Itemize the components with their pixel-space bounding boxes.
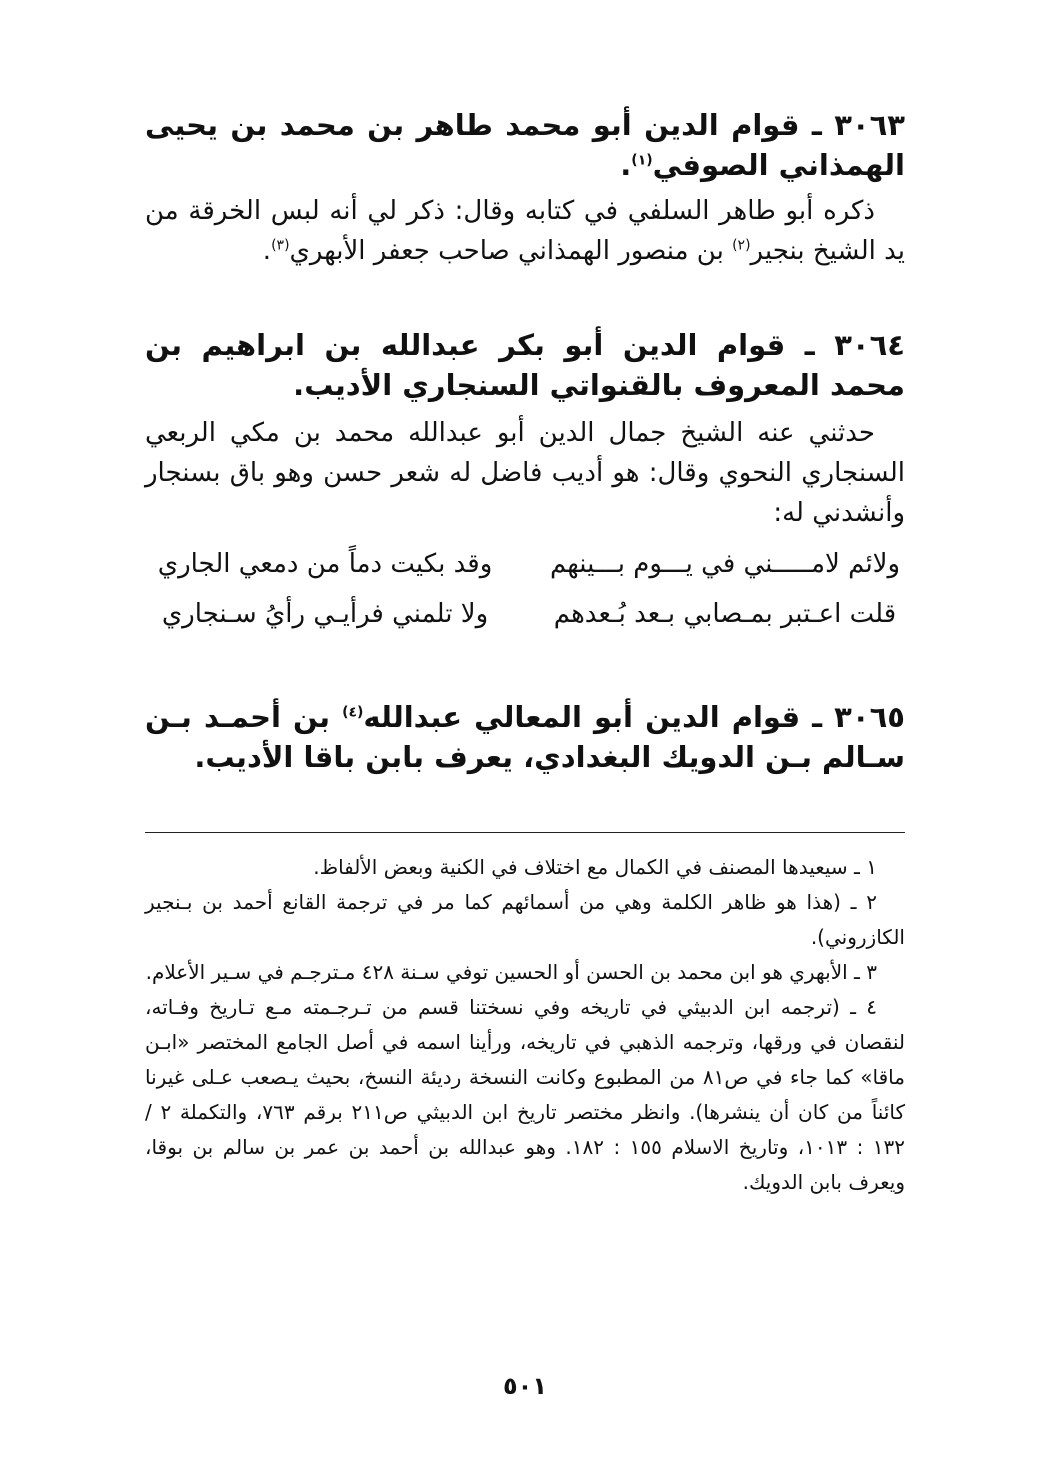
poem [145,539,905,639]
entry-number: ٣٠٦٣ [834,108,905,142]
footnote-ref: (٢) [732,237,751,254]
poem-verse-first-half: ولائم لامـــــني في يـــوم بـــينهم [549,549,901,579]
entry-title-continued: بن أحمـد بـن سـالم بـن الدويك البغدادي، يعرف بابن باقا الأديب. [145,700,905,774]
entry-heading [145,325,905,405]
dash: ـ [799,108,822,142]
footnote-ref: (١) [631,152,653,169]
entry-heading [145,697,905,777]
poem-verse-first-half: قلت اعـتبر بمـصابي بـعد بُـعدهم [553,599,897,629]
footnote-ref: (٤) [342,704,364,721]
footnote-2: ٢ ـ (هذا هو ظاهر الكلمة وهي من أسمائهم كما مر في ترجمة القانع أحمد بن بـنجير الكازروني). [145,890,905,949]
page-number: ٥٠١ [503,1372,547,1400]
entry-body [145,191,905,271]
poem-verse-second-half: وقد بكيت دماً من دمعي الجاري [157,549,493,579]
entry-number: ٣٠٦٤ [834,328,905,362]
entry-heading [145,105,905,185]
footnote-1: ١ ـ سيعيدها المصنف في الكمال مع اختلاف في الكنية وبعض الألفاظ. [313,855,877,879]
footnote-4: ٤ ـ (ترجمه ابن الدبيثي في تاريخه وفي نسختنا قسم من تـرجـمته مـع تـاريخ وفـاته، لنقصان في ورقها، وترجمه الذهبي في تاريخه، ورأينا اسمه في أصل الجامع المختصر «ابـن ماقا» كما جاء في ص٨١ من المطبوع وكانت النسخة رديئة النسخ، بحيث يـصعب عـلى غيرنا كائناً من كان أن ينشرها). وانظر مختصر تاريخ ابن الدبيثي ص٢١١ برقم ٧٦٣، والتكملة ٢ / ١٣٢ : ١٠١٣، وتاريخ الاسلام ١٥٥ : ١٨٢. وهو عبدالله بن أحمد بن عمر بن سالم بن بوقا، ويعرف بابن الدويك. [145,995,906,1194]
body-text: ذكره أبو طاهر السلفي في كتابه وقال: ذكر لي أنه لبس الخرقة من يد الشيخ بنجير [145,196,905,266]
dash: ـ [800,700,823,734]
entry-3063 [145,105,905,271]
entry-body: حدثني عنه الشيخ جمال الدين أبو عبدالله محمد بن مكي الربعي السنجاري النحوي وقال: هو أديب فاضل له شعر حسن وهو باق بسنجار وأنشدني له: [145,418,905,528]
footnote-3: ٣ ـ الأبهري هو ابن محمد بن الحسن أو الحسين توفي سـنة ٤٢٨ مـترجـم في سـير الأعلام. [145,960,877,984]
entry-title: قوام الدين أبو محمد طاهر بن محمد بن يحيى الهمذاني الصوفي [145,108,905,182]
entry-number: ٣٠٦٥ [834,700,905,734]
body-text: بن منصور الهمذاني صاحب جعفر الأبهري [289,236,733,266]
entry-title: قوام الدين أبو المعالي عبدالله [363,700,801,734]
entry-3064 [145,325,905,639]
footnote-ref: (٣) [271,237,290,254]
poem-verse-second-half: ولا تلمني فرأيـي رأيُ سـنجاري [161,599,489,629]
entry-3065 [145,697,905,777]
entry-title: قوام الدين أبو بكر عبدالله بن ابراهيم بن محمد المعروف بالقنواتي السنجاري الأديب. [145,328,905,402]
heading-period: . [620,148,632,182]
body-period: . [262,236,272,266]
footnote-separator [145,832,905,833]
footnotes [145,850,905,1200]
dash: ـ [785,328,815,362]
